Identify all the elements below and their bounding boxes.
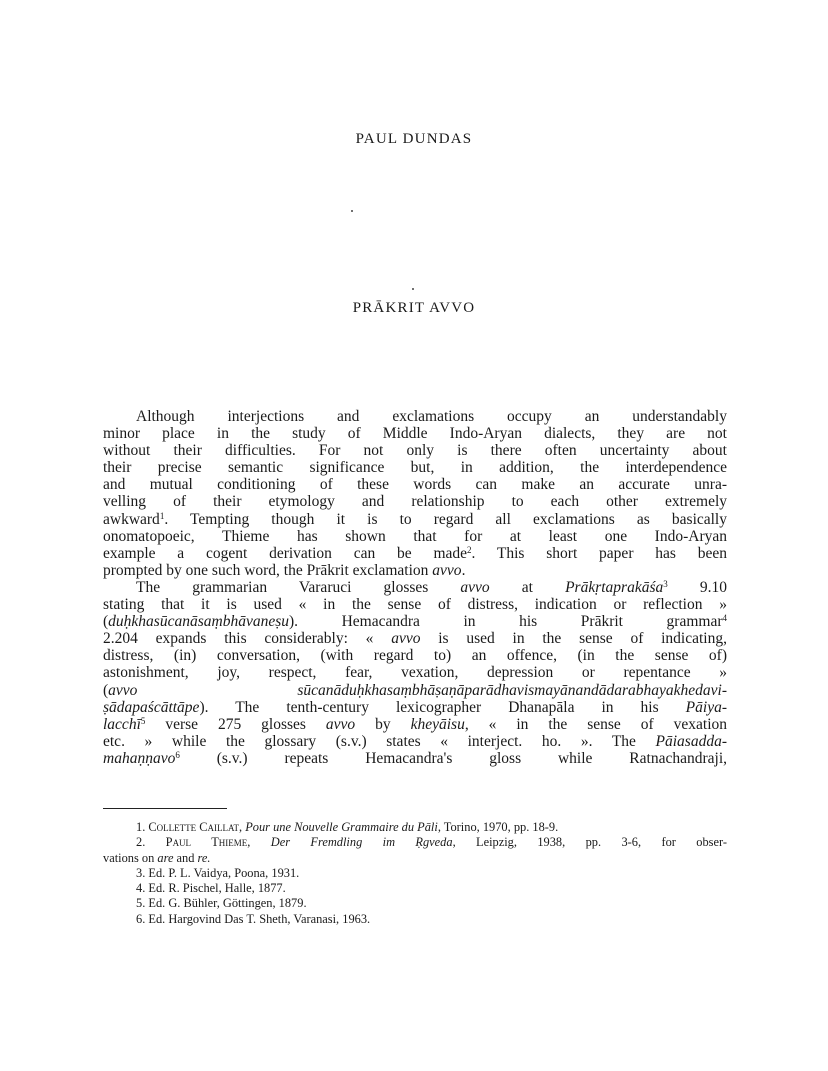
body-line: ṣādapaścāttāpe). The tenth-century lexicographer Dhanapāla in his Pāiya-: [103, 698, 727, 716]
body-line: etc. » while the glossary (s.v.) states « interject. ho. ». The Pāiasadda-: [103, 732, 727, 750]
body-line: 2.204 expands this considerably: « avvo is used in the sense of indicating,: [103, 630, 727, 648]
body-line: example a cogent derivation can be made$^2$. This short paper has been: [103, 544, 727, 562]
article-title: PRĀKRIT AVVO: [352, 300, 476, 316]
body-line: awkward$^1$. Tempting though it is to regard all exclamations as basically: [103, 510, 727, 528]
footnote-line: 2. Paul Thieme, Der Fremdling im Ṛgveda, Leipzig, 1938, pp. 3-6, for obser-: [136, 835, 727, 850]
body-line: without their difficulties. For not only is there often uncertainty about: [103, 442, 727, 460]
body-line: prompted by one such word, the Prākrit exclamation avvo.: [103, 561, 466, 579]
footnote-line: 4. Ed. R. Pischel, Halle, 1877.: [136, 881, 286, 896]
body-line: Although interjections and exclamations occupy an understandably: [136, 408, 727, 425]
footnote-line: 6. Ed. Hargovind Das T. Sheth, Varanasi, 1963.: [136, 911, 371, 926]
body-line: lacchī$^5$ verse 275 glosses avvo by kheyāisu, « in the sense of vexation: [103, 715, 727, 733]
footnote-line: 5. Ed. G. Bühler, Göttingen, 1879.: [136, 896, 307, 911]
scan-speck: [412, 288, 414, 290]
body-line: and mutual conditioning of these words can make an accurate unra-: [103, 476, 727, 494]
body-line: distress, (in) conversation, (with regard to) an offence, (in the sense of): [103, 647, 727, 665]
author-name: PAUL DUNDAS: [355, 131, 473, 147]
footnote-line: vations on are and re.: [103, 850, 211, 865]
body-line: The grammarian Vararuci glosses avvo at Prākṛtaprakāśa$^3$ 9.10: [136, 578, 727, 596]
article-body: [103, 408, 727, 767]
footnote-line: 1. Collette Caillat, Pour une Nouvelle Grammaire du Pāli, Torino, 1970, pp. 18-9.: [136, 820, 559, 834]
body-line: mahaṇṇavo$^6$ (s.v.) repeats Hemacandra's gloss while Ratnachandraji,: [103, 749, 727, 767]
scan-speck: [351, 210, 353, 212]
body-line: velling of their etymology and relationship to each other extremely: [103, 493, 727, 511]
body-line: their precise semantic significance but, in addition, the interdependence: [103, 459, 727, 477]
footnotes: [103, 820, 727, 927]
body-line: (avvo sūcanāduḥkhasaṃbhāṣaṇāparādhavismayānandādarabhayakhedavi-: [103, 681, 727, 699]
body-line: astonishment, joy, respect, fear, vexation, depression or repentance »: [103, 664, 727, 682]
body-line: minor place in the study of Middle Indo-Aryan dialects, they are not: [103, 425, 727, 443]
footnote-line: 3. Ed. P. L. Vaidya, Poona, 1931.: [136, 865, 300, 880]
body-line: stating that it is used « in the sense of distress, indication or reflection »: [103, 596, 727, 614]
footnote-rule: [103, 808, 227, 809]
body-line: onomatopoeic, Thieme has shown that for at least one Indo-Aryan: [103, 527, 727, 545]
body-line: (duḥkhasūcanāsaṃbhāvaneṣu). Hemacandra in his Prākrit grammar$^4$: [103, 613, 727, 631]
